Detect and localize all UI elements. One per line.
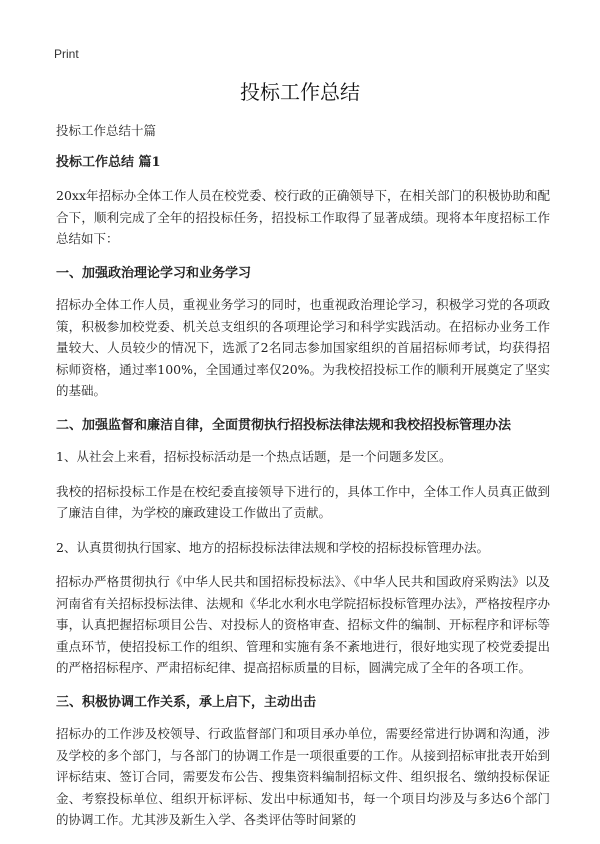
paragraph-social-view: 1、从社会上来看，招标投标活动是一个热点话题，是一个问题多发区。: [56, 449, 452, 464]
paragraph-coordination: 招标办的工作涉及校领导、行政监督部门和项目承办单位，需要经常进行协调和沟通，涉及学校的多个部门，与各部门的协调工作是一项很重要的工作。从接到招标审批表开始到评标结束、签订合同，需要发布公告、搜集资料编制招标文件、组织报名、缴纳投标保证金、考察投标单位、组织开标评标、发出中标通知书，每一个项目均涉及与多达6个部门的协调工作。尤其涉及新生入学、各类评估等时间紧的: [56, 726, 550, 827]
page-title: 投标工作总结: [240, 80, 360, 104]
document-subtitle: 投标工作总结十篇: [56, 123, 157, 138]
document-body: [56, 120, 550, 844]
paragraph-discipline: 我校的招标投标工作是在校纪委直接领导下进行的，具体工作中，全体工作人员真正做到了廉洁自律，为学校的廉政建设工作做出了贡献。: [56, 483, 550, 520]
print-link[interactable]: Print: [54, 47, 79, 61]
paragraph-law-details: 招标办严格贯彻执行《中华人民共和国招标投标法》、《中华人民共和国政府采购法》以及河南省有关招标投标法律、法规和《华北水利水电学院招标投标管理办法》，严格按程序办事，认真把握招标项目公告、对投标人的资格审查、招标文件的编制、开标程序和评标等重点环节，使招投标工作的组织、管理和实施有条不紊地进行，很好地实现了校党委提出的严格招标程序、严肃招标纪律、提高招标质量的目标，圆满完成了全年的各项工作。: [56, 574, 550, 675]
section-heading: 投标工作总结 篇1: [56, 154, 161, 170]
heading-political-study: 一、加强政治理论学习和业务学习: [56, 265, 252, 281]
paragraph-implement-law: 2、认真贯彻执行国家、地方的招标投标法律法规和学校的招标投标管理办法。: [56, 539, 489, 555]
heading-coordination: 三、积极协调工作关系，承上启下，主动出击: [56, 694, 317, 710]
paragraph-political-study: 招标办全体工作人员，重视业务学习的同时，也重视政治理论学习，积极学习党的各项政策，积极参加校党委、机关总支组织的各项理论学习和科学实践活动。在招标办业务工作量较大、人员较少的情况下，选派了2名同志参加国家组织的首届招标师考试，均获得招标师资格，通过率100%，全国通过率仅20%。为我校招投标工作的顺利开展奠定了坚实的基础。: [56, 297, 550, 398]
intro-paragraph: 20xx年招标办全体工作人员在校党委、校行政的正确领导下，在相关部门的积极协助和配合下，顺利完成了全年的招投标任务，招投标工作取得了显著成绩。现将本年度招标工作总结如下：: [56, 188, 550, 246]
heading-supervision: 二、加强监督和廉洁自律，全面贯彻执行招投标法律法规和我校招投标管理办法: [56, 417, 512, 433]
